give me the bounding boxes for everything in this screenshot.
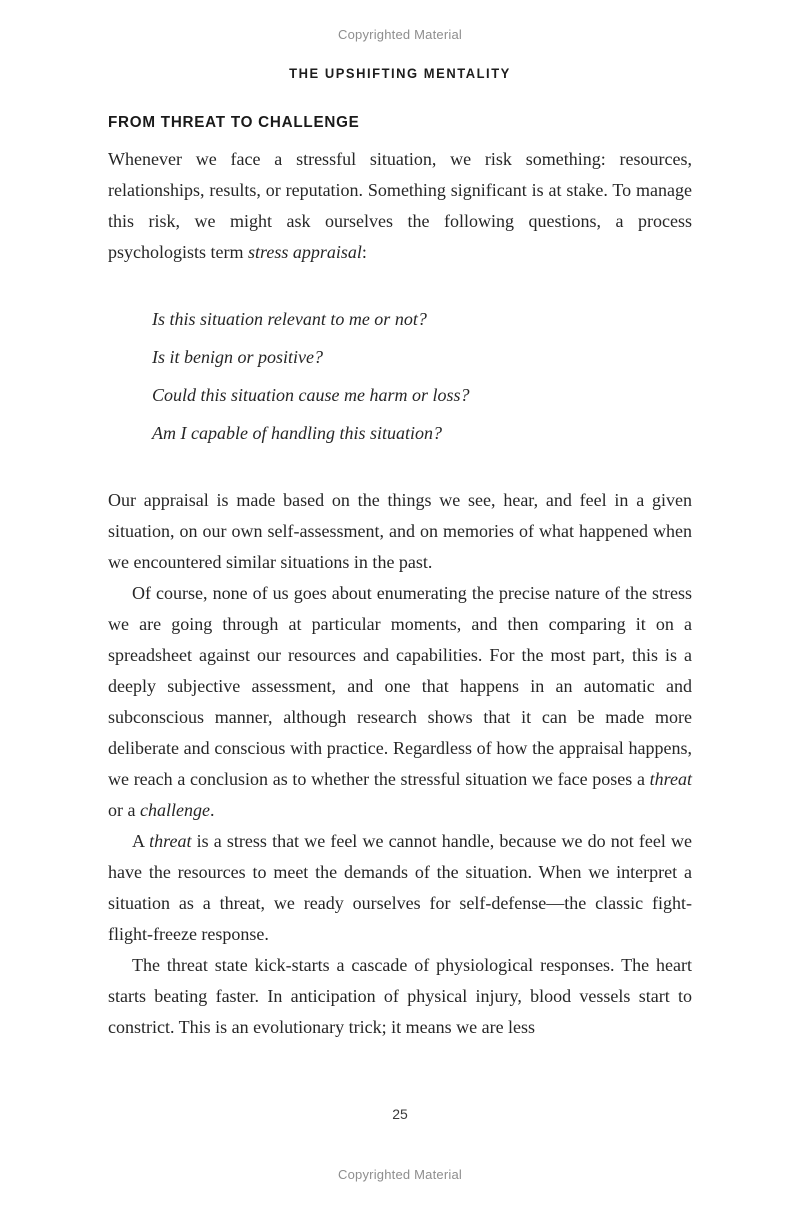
page-number: 25 [392,1106,408,1122]
stress-appraisal-questions [152,304,692,449]
section-heading: FROM THREAT TO CHALLENGE [108,114,360,131]
paragraph-threat-state-physiology: The threat state kick-starts a cascade of physiological responses. The heart starts beating faster. In anticipation of physical injury, blood vessels start to constrict. This is an evolutionary trick; it means we are less [108,955,692,1037]
question-item-2: Is it benign or positive? [152,347,323,367]
paragraph-appraisal-basis: Our appraisal is made based on the things we see, hear, and feel in a given situation, on our own self-assessment, and on memories of what happened when we encountered similar situations in the past. [108,490,692,572]
question-item-1: Is this situation relevant to me or not? [152,309,427,329]
paragraph-subjective-assessment: Of course, none of us goes about enumerating the precise nature of the stress we are going through at particular moments, and then comparing it on a spreadsheet against our resources and capabilities. For the most part, this is a deeply subjective assessment, and one that happens in an automatic and subconscious manner, although research shows that it can be made more deliberate and conscious with practice. Regardless of how the appraisal happens, we reach a conclusion as to whether the stressful situation we face poses a threat or a challenge. [108,583,692,820]
paragraph-stress-appraisal-intro: Whenever we face a stressful situation, we risk something: resources, relationships, results, or reputation. Something significant is at stake. To manage this risk, we might ask ourselves the following questions, a process psychologists term stress appraisal: [108,149,692,262]
question-item-4: Am I capable of handling this situation? [152,423,442,443]
running-head: THE UPSHIFTING MENTALITY [289,66,511,81]
copyright-notice-top: Copyrighted Material [338,27,462,42]
paragraph-threat-definition: A threat is a stress that we feel we cannot handle, because we do not feel we have the resources to meet the demands of the situation. When we interpret a situation as a threat, we ready ourselves for self-defense—the classic fight-flight-freeze response. [108,831,692,944]
copyright-notice-bottom: Copyrighted Material [338,1167,462,1182]
question-item-3: Could this situation cause me harm or loss? [152,385,470,405]
